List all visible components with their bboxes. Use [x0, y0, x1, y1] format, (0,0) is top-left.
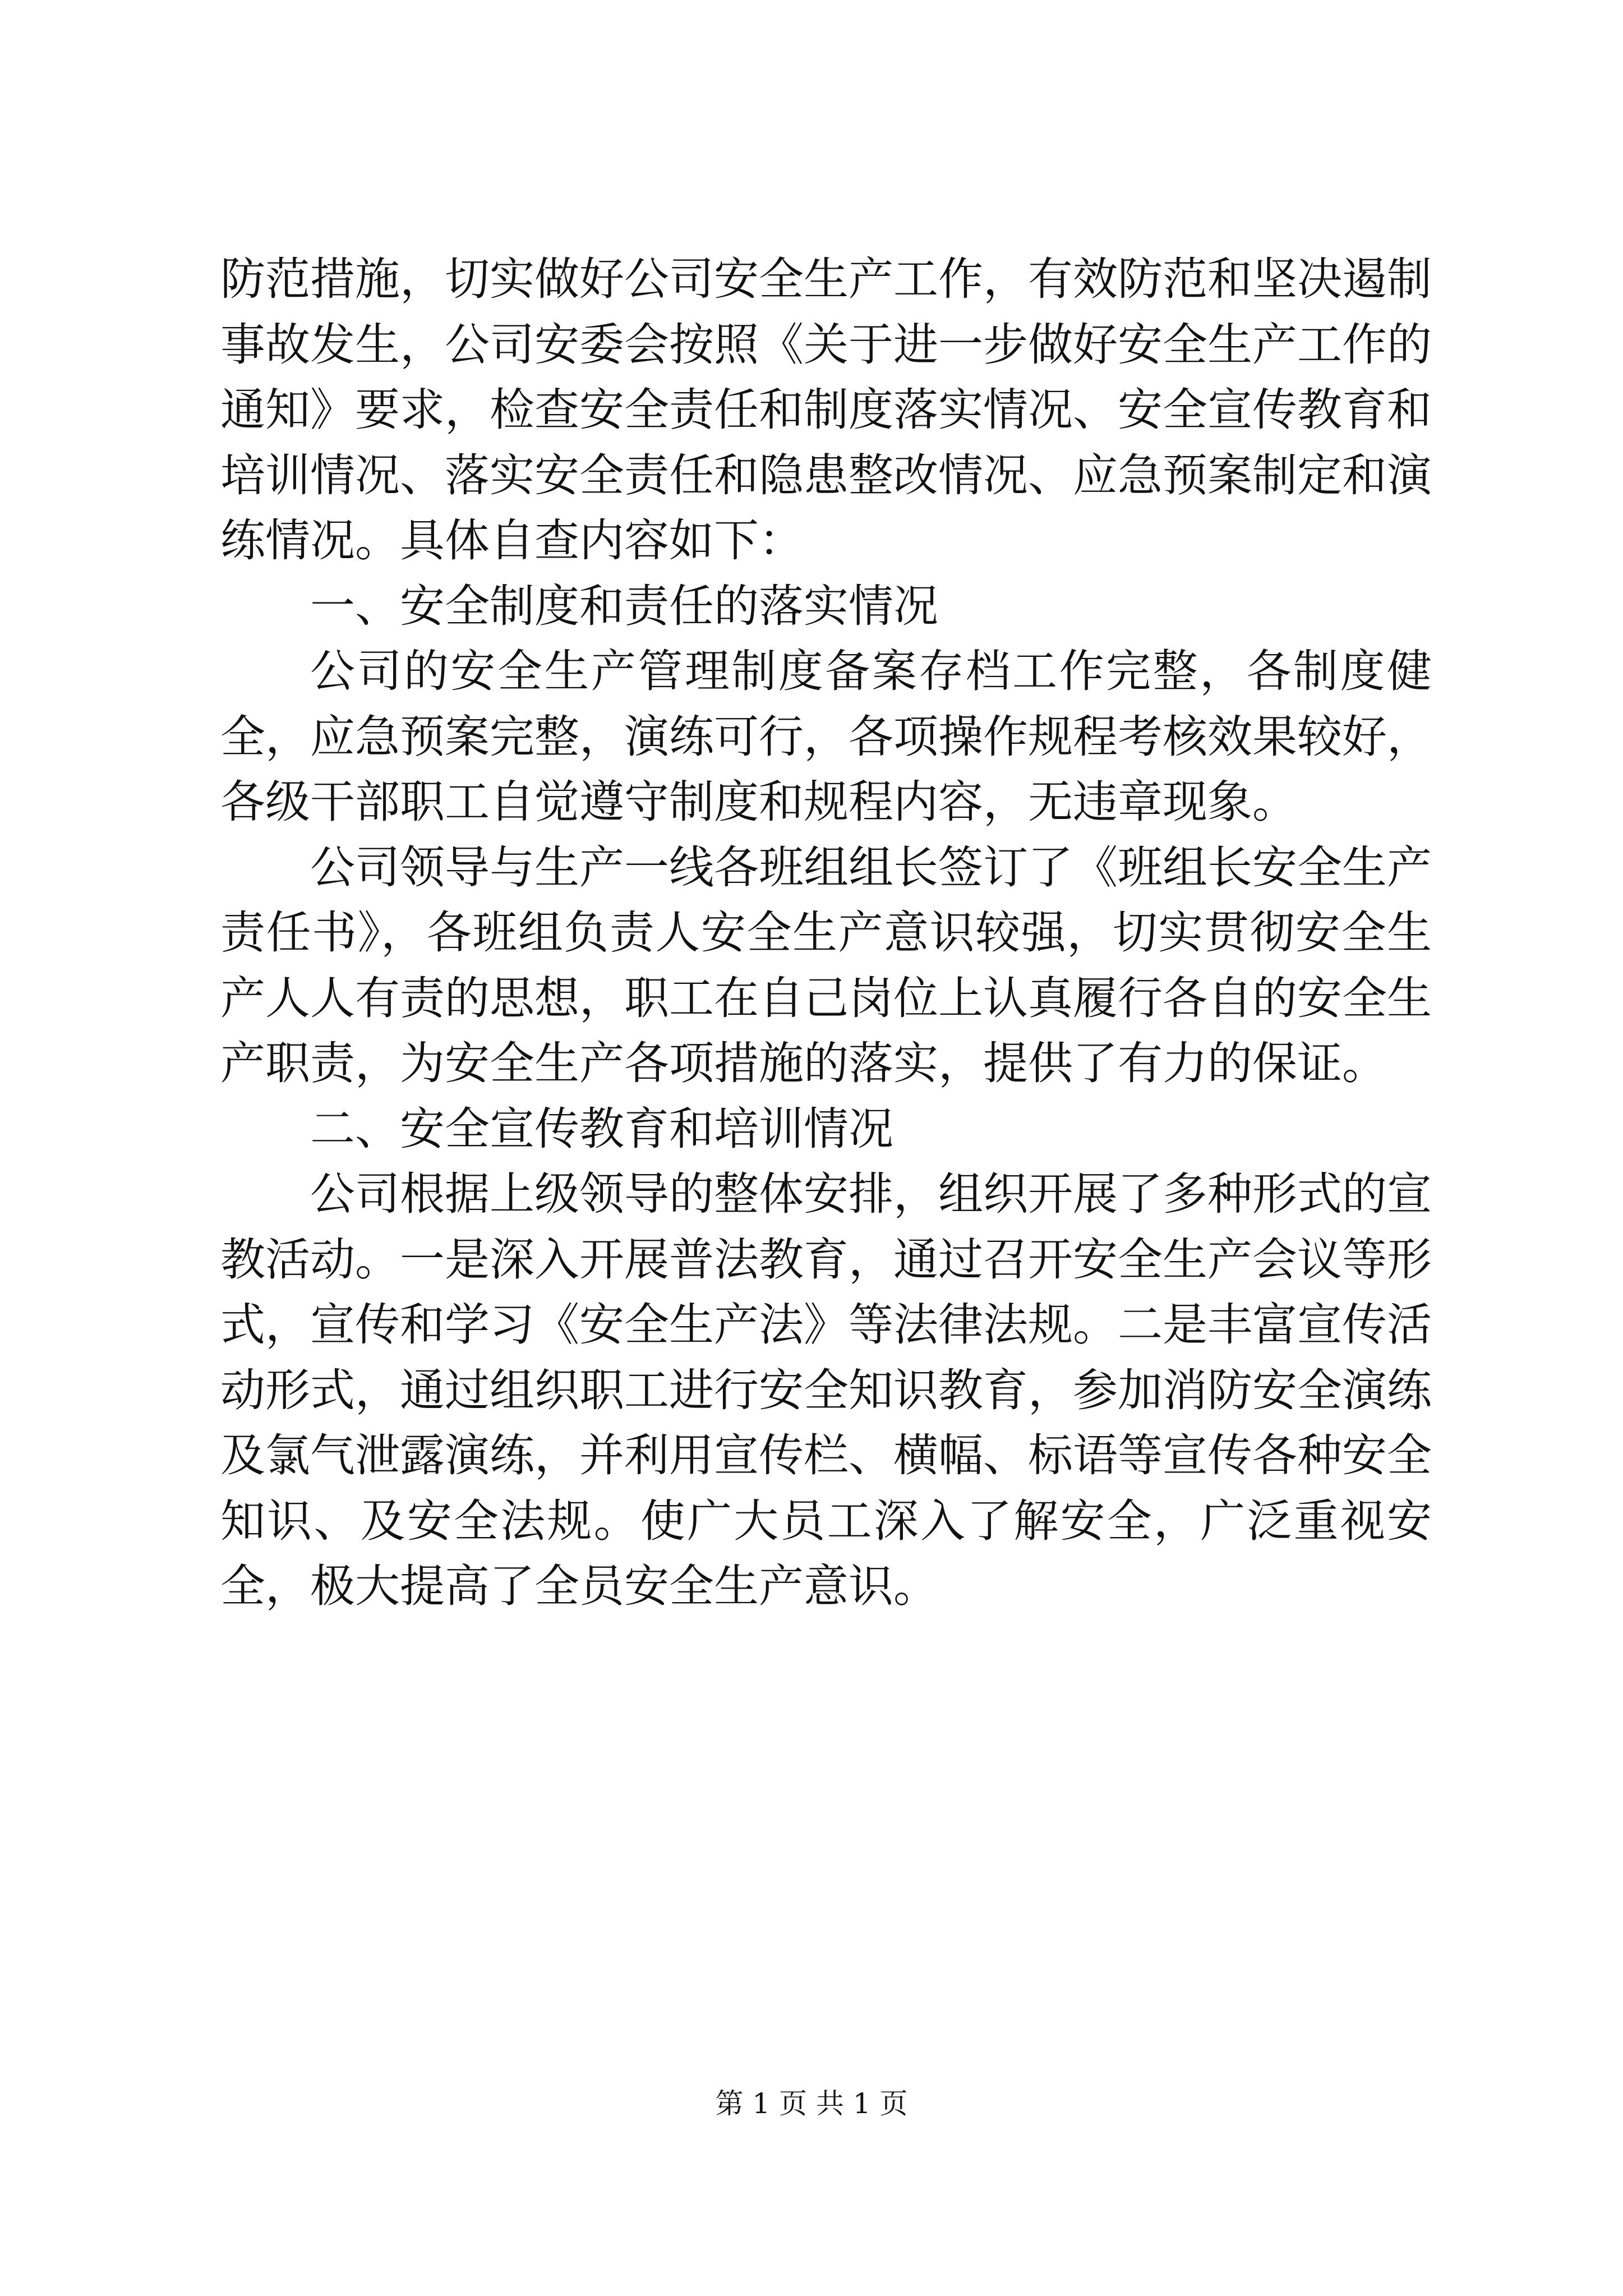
section-heading-1: 一、安全制度和责任的落实情况 [310, 579, 938, 632]
document-body [220, 247, 1432, 1619]
paragraph-section-1-a: 公司的安全生产管理制度备案存档工作完整，各制度健全，应急预案完整，演练可行，各项操作规程考核效果较好，各级干部职工自觉遵守制度和规程内容，无违章现象。 [220, 645, 1432, 828]
paragraph-intro-continuation: 防范措施，切实做好公司安全生产工作，有效防范和坚决遏制事故发生，公司安委会按照《关于进一步做好安全生产工作的通知》要求，检查安全责任和制度落实情况、安全宣传教育和培训情况、落实安全责任和隐患整改情况、应急预案制定和演练情况。具体自查内容如下： [220, 253, 1432, 567]
paragraph-section-1-b: 公司领导与生产一线各班组组长签订了《班组长安全生产责任书》，各班组负责人安全生产意识较强，切实贯彻安全生产人人有责的思想，职工在自己岗位上认真履行各自的安全生产职责，为安全生产各项措施的落实，提供了有力的保证。 [220, 841, 1432, 1089]
paragraph-section-2-a: 公司根据上级领导的整体安排，组织开展了多种形式的宣教活动。一是深入开展普法教育，通过召开安全生产会议等形式，宣传和学习《安全生产法》等法律法规。二是丰富宣传活动形式，通过组织职工进行安全知识教育，参加消防安全演练及氯气泄露演练，并利用宣传栏、横幅、标语等宣传各种安全知识、及安全法规。使广大员工深入了解安全，广泛重视安全，极大提高了全员安全生产意识。 [220, 1168, 1432, 1612]
page-footer: 第 1 页 共 1 页 [715, 2087, 908, 2120]
section-heading-2: 二、安全宣传教育和培训情况 [310, 1102, 893, 1155]
